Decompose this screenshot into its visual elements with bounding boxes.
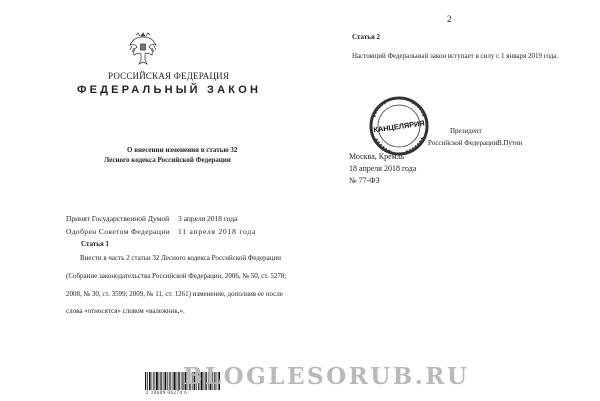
right-page (300, 0, 600, 401)
country-name: РОССИЙСКАЯ ФЕДЕРАЦИЯ (108, 71, 230, 81)
adopted-date: 3 апреля 2018 года (178, 214, 238, 223)
article-2-text: Настоящий Федеральный закон вступает в силу с 1 января 2019 года. (352, 52, 559, 60)
president-name: В.Путин (497, 139, 523, 147)
law-number: № 77-ФЗ (349, 176, 380, 185)
law-title: ФЕДЕРАЛЬНЫЙ ЗАКОН (77, 84, 262, 96)
president-country: Российской Федерации (428, 139, 498, 147)
signing-date: 18 апреля 2018 года (349, 164, 417, 173)
adopted-label: Принят Государственной Думой (66, 214, 170, 223)
coat-of-arms-icon (128, 29, 158, 67)
official-seal-stamp (368, 95, 430, 157)
approved-label: Одобрен Советом Федерации (66, 227, 171, 236)
stamp-text: КАНЦЕЛЯРИЯ (372, 118, 426, 135)
signing-place: Москва, Кремль (349, 152, 405, 161)
article-2-heading: Статья 2 (352, 33, 380, 41)
article-1-line: слова «относятся» словом «валежник,». (66, 307, 185, 315)
article-1-line: Внести в часть 2 статьи 32 Лесного кодекса Российской Федерации (80, 254, 281, 262)
subject-line-2: Лесного кодекса Российской Федерации (104, 156, 231, 164)
page-number: 2 (447, 14, 452, 24)
article-1-heading: Статья 1 (81, 240, 109, 248)
approved-date: 11 апреля 2018 года (178, 227, 257, 236)
watermark: BLOGLESORUB.RU (183, 363, 470, 390)
subject-line-1: О внесении изменения в статью 32 (127, 146, 238, 154)
article-1-line: 2008, № 30, ст. 3599; 2009, № 11, ст. 1261) изменение, дополнив ее после (66, 290, 283, 298)
barcode-number: 2 10609 06274 6 (146, 391, 188, 396)
article-1-line: (Собрание законодательства Российской Федерации, 2006, № 50, ст. 5278; (66, 272, 287, 280)
president-title: Президент (450, 127, 482, 135)
